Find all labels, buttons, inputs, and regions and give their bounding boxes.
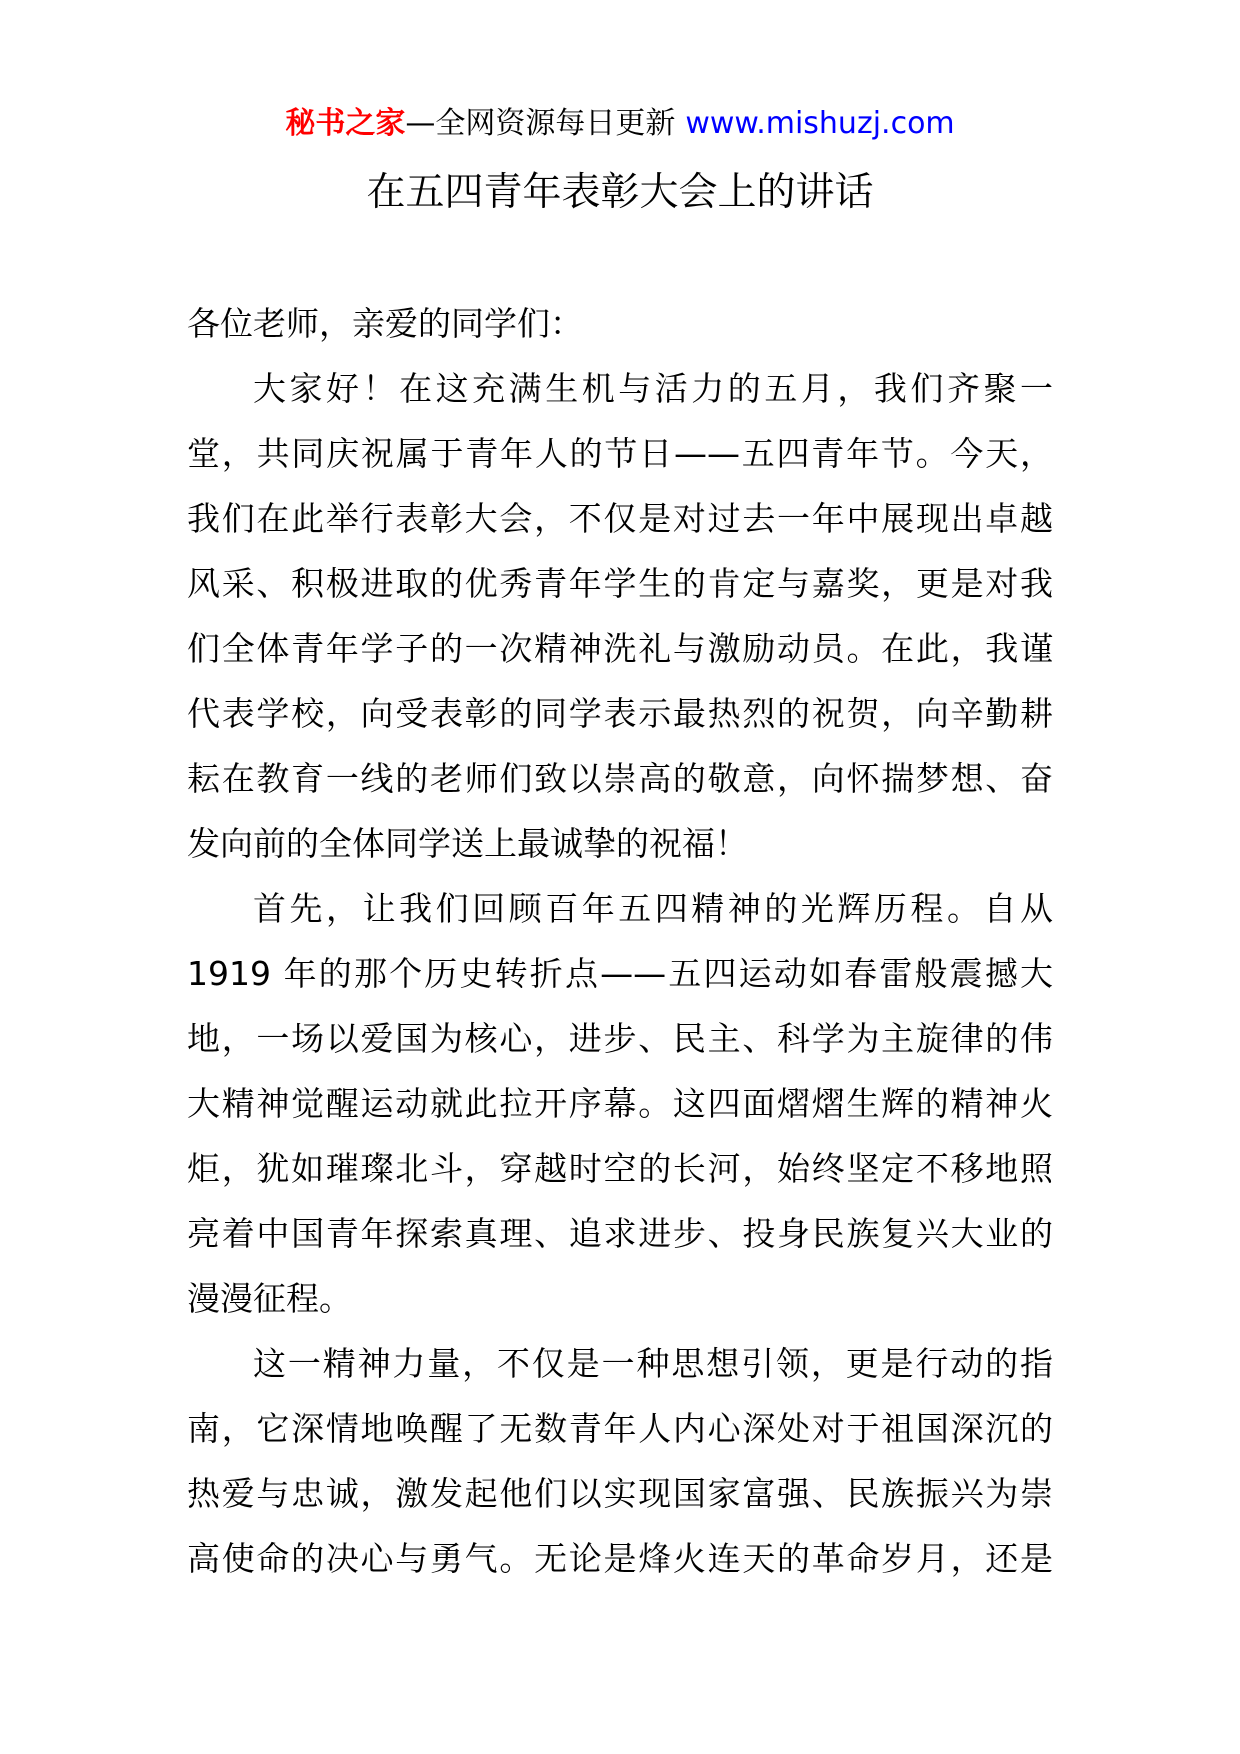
paragraph-line: 南，它深情地唤醒了无数青年人内心深处对于祖国深沉的 (187, 1409, 1053, 1448)
document-title: 在五四青年表彰大会上的讲话 (366, 170, 874, 215)
paragraph-line: 们全体青年学子的一次精神洗礼与激励动员。在此，我谨 (187, 629, 1053, 668)
paragraph-line: 堂，共同庆祝属于青年人的节日——五四青年节。今天， (187, 434, 1053, 473)
paragraph-line: 我们在此举行表彰大会，不仅是对过去一年中展现出卓越 (187, 499, 1053, 538)
paragraph-line: 大家好！在这充满生机与活力的五月，我们齐聚一 (253, 369, 1053, 408)
paragraph-line: 耘在教育一线的老师们致以崇高的敬意，向怀揣梦想、奋 (187, 759, 1053, 798)
paragraph-line: 发向前的全体同学送上最诚挚的祝福！ (187, 824, 748, 863)
paragraph-line: 这一精神力量，不仅是一种思想引领，更是行动的指 (253, 1344, 1053, 1383)
paragraph-line: 1919 年的那个历史转折点——五四运动如春雷般震撼大 (187, 954, 1053, 993)
header-tagline: —全网资源每日更新 (405, 106, 676, 141)
paragraph-line: 代表学校，向受表彰的同学表示最热烈的祝贺，向辛勤耕 (187, 694, 1053, 733)
brand-name: 秘书之家 (285, 106, 406, 141)
paragraph-line: 热爱与忠诚，激发起他们以实现国家富强、民族振兴为崇 (187, 1474, 1053, 1513)
paragraph-line: 漫漫征程。 (187, 1279, 352, 1318)
greeting: 各位老师，亲爱的同学们： (187, 304, 583, 343)
paragraph-line: 亮着中国青年探索真理、追求进步、投身民族复兴大业的 (187, 1214, 1053, 1253)
paragraph-line: 高使命的决心与勇气。无论是烽火连天的革命岁月，还是 (187, 1539, 1053, 1578)
speech-body (187, 291, 1053, 1591)
paragraph-line: 首先，让我们回顾百年五四精神的光辉历程。自从 (253, 889, 1053, 928)
paragraph-line: 风采、积极进取的优秀青年学生的肯定与嘉奖，更是对我 (187, 564, 1053, 603)
paragraph-line: 炬，犹如璀璨北斗，穿越时空的长河，始终坚定不移地照 (187, 1149, 1053, 1188)
paragraph-line: 大精神觉醒运动就此拉开序幕。这四面熠熠生辉的精神火 (187, 1084, 1053, 1123)
site-header (0, 104, 1240, 144)
site-url-link[interactable]: www.mishuzj.com (685, 106, 955, 141)
paragraph-line: 地，一场以爱国为核心，进步、民主、科学为主旋律的伟 (187, 1019, 1053, 1058)
